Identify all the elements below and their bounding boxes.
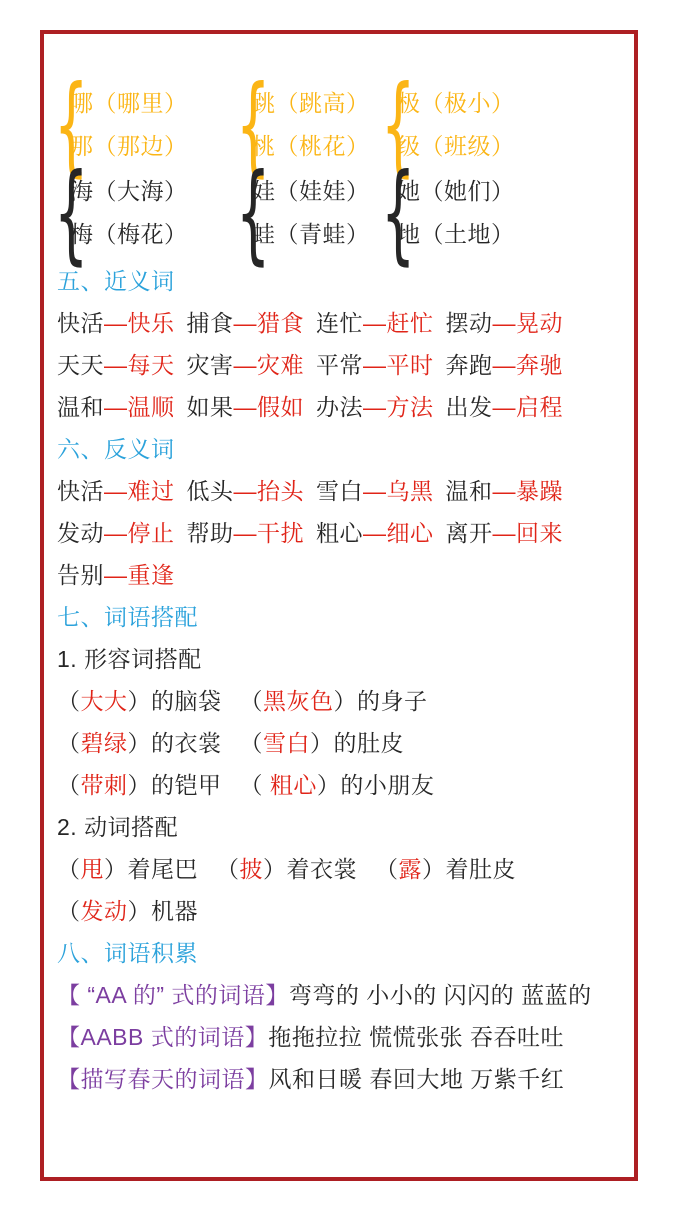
red-border-frame bbox=[40, 30, 638, 1181]
collocation-answer-word: 碧绿 bbox=[80, 730, 128, 756]
pair-answer-word: —回来 bbox=[492, 520, 563, 546]
word-pair bbox=[57, 520, 175, 546]
collocation-item bbox=[375, 856, 516, 882]
pair-answer-word: —抬头 bbox=[233, 478, 304, 504]
curly-brace-icon: { bbox=[236, 63, 271, 188]
paren-open: （ bbox=[57, 730, 81, 756]
paren-close-and-phrase: ）的衣裳 bbox=[127, 730, 222, 756]
collocation-item bbox=[240, 730, 405, 756]
collocation-answer-word: 发动 bbox=[80, 898, 128, 924]
text-line bbox=[57, 722, 623, 764]
paren-close-and-phrase: ）着肚皮 bbox=[422, 856, 516, 882]
section-heading: 七、词语搭配 bbox=[57, 604, 198, 630]
collocation-answer-word: 大大 bbox=[80, 688, 128, 714]
text-line bbox=[57, 554, 623, 596]
collocation-answer-word: 黑灰色 bbox=[263, 688, 334, 714]
pair-base-word: 雪白 bbox=[316, 478, 363, 504]
character-word-entry: 她（她们） bbox=[397, 178, 515, 204]
collocation-answer-word: 甩 bbox=[80, 856, 104, 882]
pair-answer-word: —干扰 bbox=[233, 520, 304, 546]
pair-answer-word: —重逢 bbox=[104, 562, 175, 588]
word-pair bbox=[187, 478, 305, 504]
text-line bbox=[57, 512, 623, 554]
character-group-lines bbox=[239, 82, 370, 168]
character-group-lines bbox=[57, 82, 188, 168]
pair-base-word: 温和 bbox=[57, 394, 104, 420]
character-word-entry: 桃（桃花） bbox=[252, 133, 370, 159]
word-pair bbox=[446, 394, 564, 420]
text-line bbox=[57, 1016, 623, 1058]
paren-open: （ bbox=[239, 772, 270, 798]
collocation-item bbox=[240, 688, 428, 714]
subsection-title: 1. 形容词搭配 bbox=[57, 646, 202, 672]
pair-answer-word: —停止 bbox=[104, 520, 175, 546]
pair-base-word: 捕食 bbox=[186, 310, 234, 336]
pair-answer-word: —难过 bbox=[104, 478, 175, 504]
word-pair bbox=[446, 352, 564, 378]
paren-open: （ bbox=[57, 688, 81, 714]
word-pair bbox=[316, 394, 434, 420]
word-pair bbox=[57, 478, 175, 504]
word-pair bbox=[187, 394, 305, 420]
paren-close-and-phrase: ）着衣裳 bbox=[263, 856, 357, 882]
paren-close-and-phrase: ）的身子 bbox=[333, 688, 428, 714]
character-word-entry: 极（极小） bbox=[397, 90, 515, 116]
section-heading: 五、近义词 bbox=[57, 268, 175, 294]
pair-base-word: 发动 bbox=[57, 520, 104, 546]
collocation-answer-word: 披 bbox=[239, 856, 263, 882]
character-word-entry: 娃（娃娃） bbox=[252, 178, 370, 204]
word-pair bbox=[316, 310, 434, 336]
pair-base-word: 连忙 bbox=[316, 310, 363, 336]
word-list: 风和日暖 春回大地 万紫千红 bbox=[268, 1066, 565, 1092]
text-line bbox=[57, 344, 623, 386]
character-group-lines bbox=[384, 82, 515, 168]
character-group bbox=[381, 63, 515, 188]
word-pair bbox=[187, 520, 305, 546]
pair-base-word: 快活 bbox=[57, 478, 104, 504]
section-heading: 六、反义词 bbox=[57, 436, 175, 462]
pair-answer-word: —奔驰 bbox=[492, 352, 563, 378]
pair-base-word: 天天 bbox=[57, 352, 104, 378]
word-pair bbox=[316, 520, 434, 546]
pair-answer-word: —猎食 bbox=[233, 310, 304, 336]
word-pair bbox=[57, 394, 175, 420]
pair-base-word: 告别 bbox=[57, 562, 104, 588]
character-group bbox=[54, 151, 239, 276]
paren-open: （ bbox=[216, 856, 240, 882]
collocation-item bbox=[57, 688, 222, 714]
pair-base-word: 摆动 bbox=[445, 310, 493, 336]
word-pair bbox=[57, 310, 175, 336]
character-word-entry: 哪（哪里） bbox=[70, 90, 188, 116]
worksheet-content bbox=[54, 63, 623, 1100]
text-line bbox=[57, 848, 623, 890]
character-group bbox=[236, 151, 384, 276]
paren-close-and-phrase: ）的铠甲 bbox=[127, 772, 222, 798]
paren-open: （ bbox=[375, 856, 399, 882]
character-group bbox=[236, 63, 384, 188]
pair-answer-word: —假如 bbox=[233, 394, 304, 420]
pair-base-word: 帮助 bbox=[186, 520, 234, 546]
paren-open: （ bbox=[57, 898, 81, 924]
word-pair bbox=[57, 562, 175, 588]
paren-open: （ bbox=[57, 772, 81, 798]
curly-brace-icon: { bbox=[381, 151, 416, 276]
text-line bbox=[57, 302, 623, 344]
collocation-answer-word: 带刺 bbox=[80, 772, 128, 798]
pair-base-word: 离开 bbox=[445, 520, 493, 546]
pair-answer-word: —方法 bbox=[363, 394, 434, 420]
character-group bbox=[54, 63, 239, 188]
paren-close-and-phrase: ）着尾巴 bbox=[104, 856, 198, 882]
pair-answer-word: —快乐 bbox=[104, 310, 175, 336]
text-line bbox=[57, 974, 623, 1016]
pair-base-word: 出发 bbox=[445, 394, 493, 420]
pair-answer-word: —灾难 bbox=[233, 352, 304, 378]
paren-close-and-phrase: ）的小朋友 bbox=[316, 772, 435, 798]
pair-answer-word: —细心 bbox=[363, 520, 434, 546]
curly-brace-icon: { bbox=[381, 63, 416, 188]
paren-close-and-phrase: ）的脑袋 bbox=[127, 688, 222, 714]
collocation-item bbox=[57, 730, 222, 756]
pair-base-word: 温和 bbox=[445, 478, 493, 504]
collocation-answer-word: 粗心 bbox=[269, 772, 317, 798]
pair-base-word: 粗心 bbox=[316, 520, 363, 546]
character-word-entry: 跳（跳高） bbox=[252, 90, 370, 116]
character-group bbox=[381, 151, 515, 276]
word-pair bbox=[187, 310, 305, 336]
character-group-row bbox=[54, 63, 623, 188]
pair-answer-word: —暴躁 bbox=[492, 478, 563, 504]
word-pair bbox=[446, 520, 564, 546]
text-line bbox=[57, 470, 623, 512]
collocation-answer-word: 露 bbox=[398, 856, 422, 882]
pair-base-word: 办法 bbox=[316, 394, 363, 420]
character-group-lines bbox=[239, 170, 370, 256]
character-word-entry: 蛙（青蛙） bbox=[252, 221, 370, 247]
paren-open: （ bbox=[239, 688, 263, 714]
pair-base-word: 平常 bbox=[316, 352, 363, 378]
character-group-row bbox=[54, 151, 623, 276]
character-word-entry: 梅（梅花） bbox=[70, 221, 188, 247]
curly-brace-icon: { bbox=[236, 151, 271, 276]
word-pair bbox=[446, 478, 564, 504]
collocation-item bbox=[57, 856, 198, 882]
bracket-category-label: 【 “AA 的” 式的词语】 bbox=[57, 982, 289, 1008]
curly-brace-icon: { bbox=[54, 63, 89, 188]
word-pair bbox=[187, 352, 305, 378]
character-word-entry: 地（土地） bbox=[397, 221, 515, 247]
pair-answer-word: —平时 bbox=[363, 352, 434, 378]
paren-open: （ bbox=[57, 856, 81, 882]
subsection-title: 2. 动词搭配 bbox=[57, 814, 179, 840]
word-pair bbox=[57, 352, 175, 378]
text-line bbox=[57, 890, 623, 932]
paren-close-and-phrase: ）机器 bbox=[127, 898, 198, 924]
collocation-item bbox=[57, 772, 222, 798]
collocation-answer-word: 雪白 bbox=[263, 730, 310, 756]
pair-base-word: 低头 bbox=[186, 478, 234, 504]
pair-answer-word: —启程 bbox=[492, 394, 563, 420]
character-word-entry: 那（那边） bbox=[70, 133, 188, 159]
section-heading: 八、词语积累 bbox=[57, 940, 198, 966]
pair-answer-word: —晃动 bbox=[492, 310, 563, 336]
word-pair bbox=[446, 310, 564, 336]
text-line bbox=[57, 764, 623, 806]
pair-answer-word: —每天 bbox=[104, 352, 175, 378]
pair-base-word: 如果 bbox=[186, 394, 234, 420]
word-pair bbox=[316, 352, 434, 378]
pair-answer-word: —温顺 bbox=[104, 394, 175, 420]
word-list: 弯弯的 小小的 闪闪的 蓝蓝的 bbox=[288, 982, 592, 1008]
character-group-lines bbox=[384, 170, 515, 256]
character-word-groups-section bbox=[54, 63, 623, 276]
text-line bbox=[57, 386, 623, 428]
character-word-entry: 级（班级） bbox=[397, 133, 515, 159]
pair-base-word: 灾害 bbox=[186, 352, 234, 378]
curly-brace-icon: { bbox=[54, 151, 89, 276]
bracket-category-label: 【AABB 式的词语】 bbox=[57, 1024, 269, 1050]
word-list: 拖拖拉拉 慌慌张张 吞吞吐吐 bbox=[268, 1024, 565, 1050]
character-group-lines bbox=[57, 170, 188, 256]
collocation-item bbox=[240, 772, 435, 798]
sections-area bbox=[57, 260, 623, 1100]
pair-answer-word: —赶忙 bbox=[363, 310, 434, 336]
text-line bbox=[57, 680, 623, 722]
collocation-item bbox=[216, 856, 357, 882]
bracket-category-label: 【描写春天的词语】 bbox=[57, 1066, 269, 1092]
paren-open: （ bbox=[239, 730, 263, 756]
text-line bbox=[57, 1058, 623, 1100]
word-pair bbox=[316, 478, 434, 504]
pair-base-word: 奔跑 bbox=[445, 352, 493, 378]
paren-close-and-phrase: ）的肚皮 bbox=[310, 730, 404, 756]
pair-answer-word: —乌黑 bbox=[363, 478, 434, 504]
collocation-item bbox=[57, 898, 198, 924]
character-word-entry: 海（大海） bbox=[70, 178, 188, 204]
pair-base-word: 快活 bbox=[57, 310, 104, 336]
